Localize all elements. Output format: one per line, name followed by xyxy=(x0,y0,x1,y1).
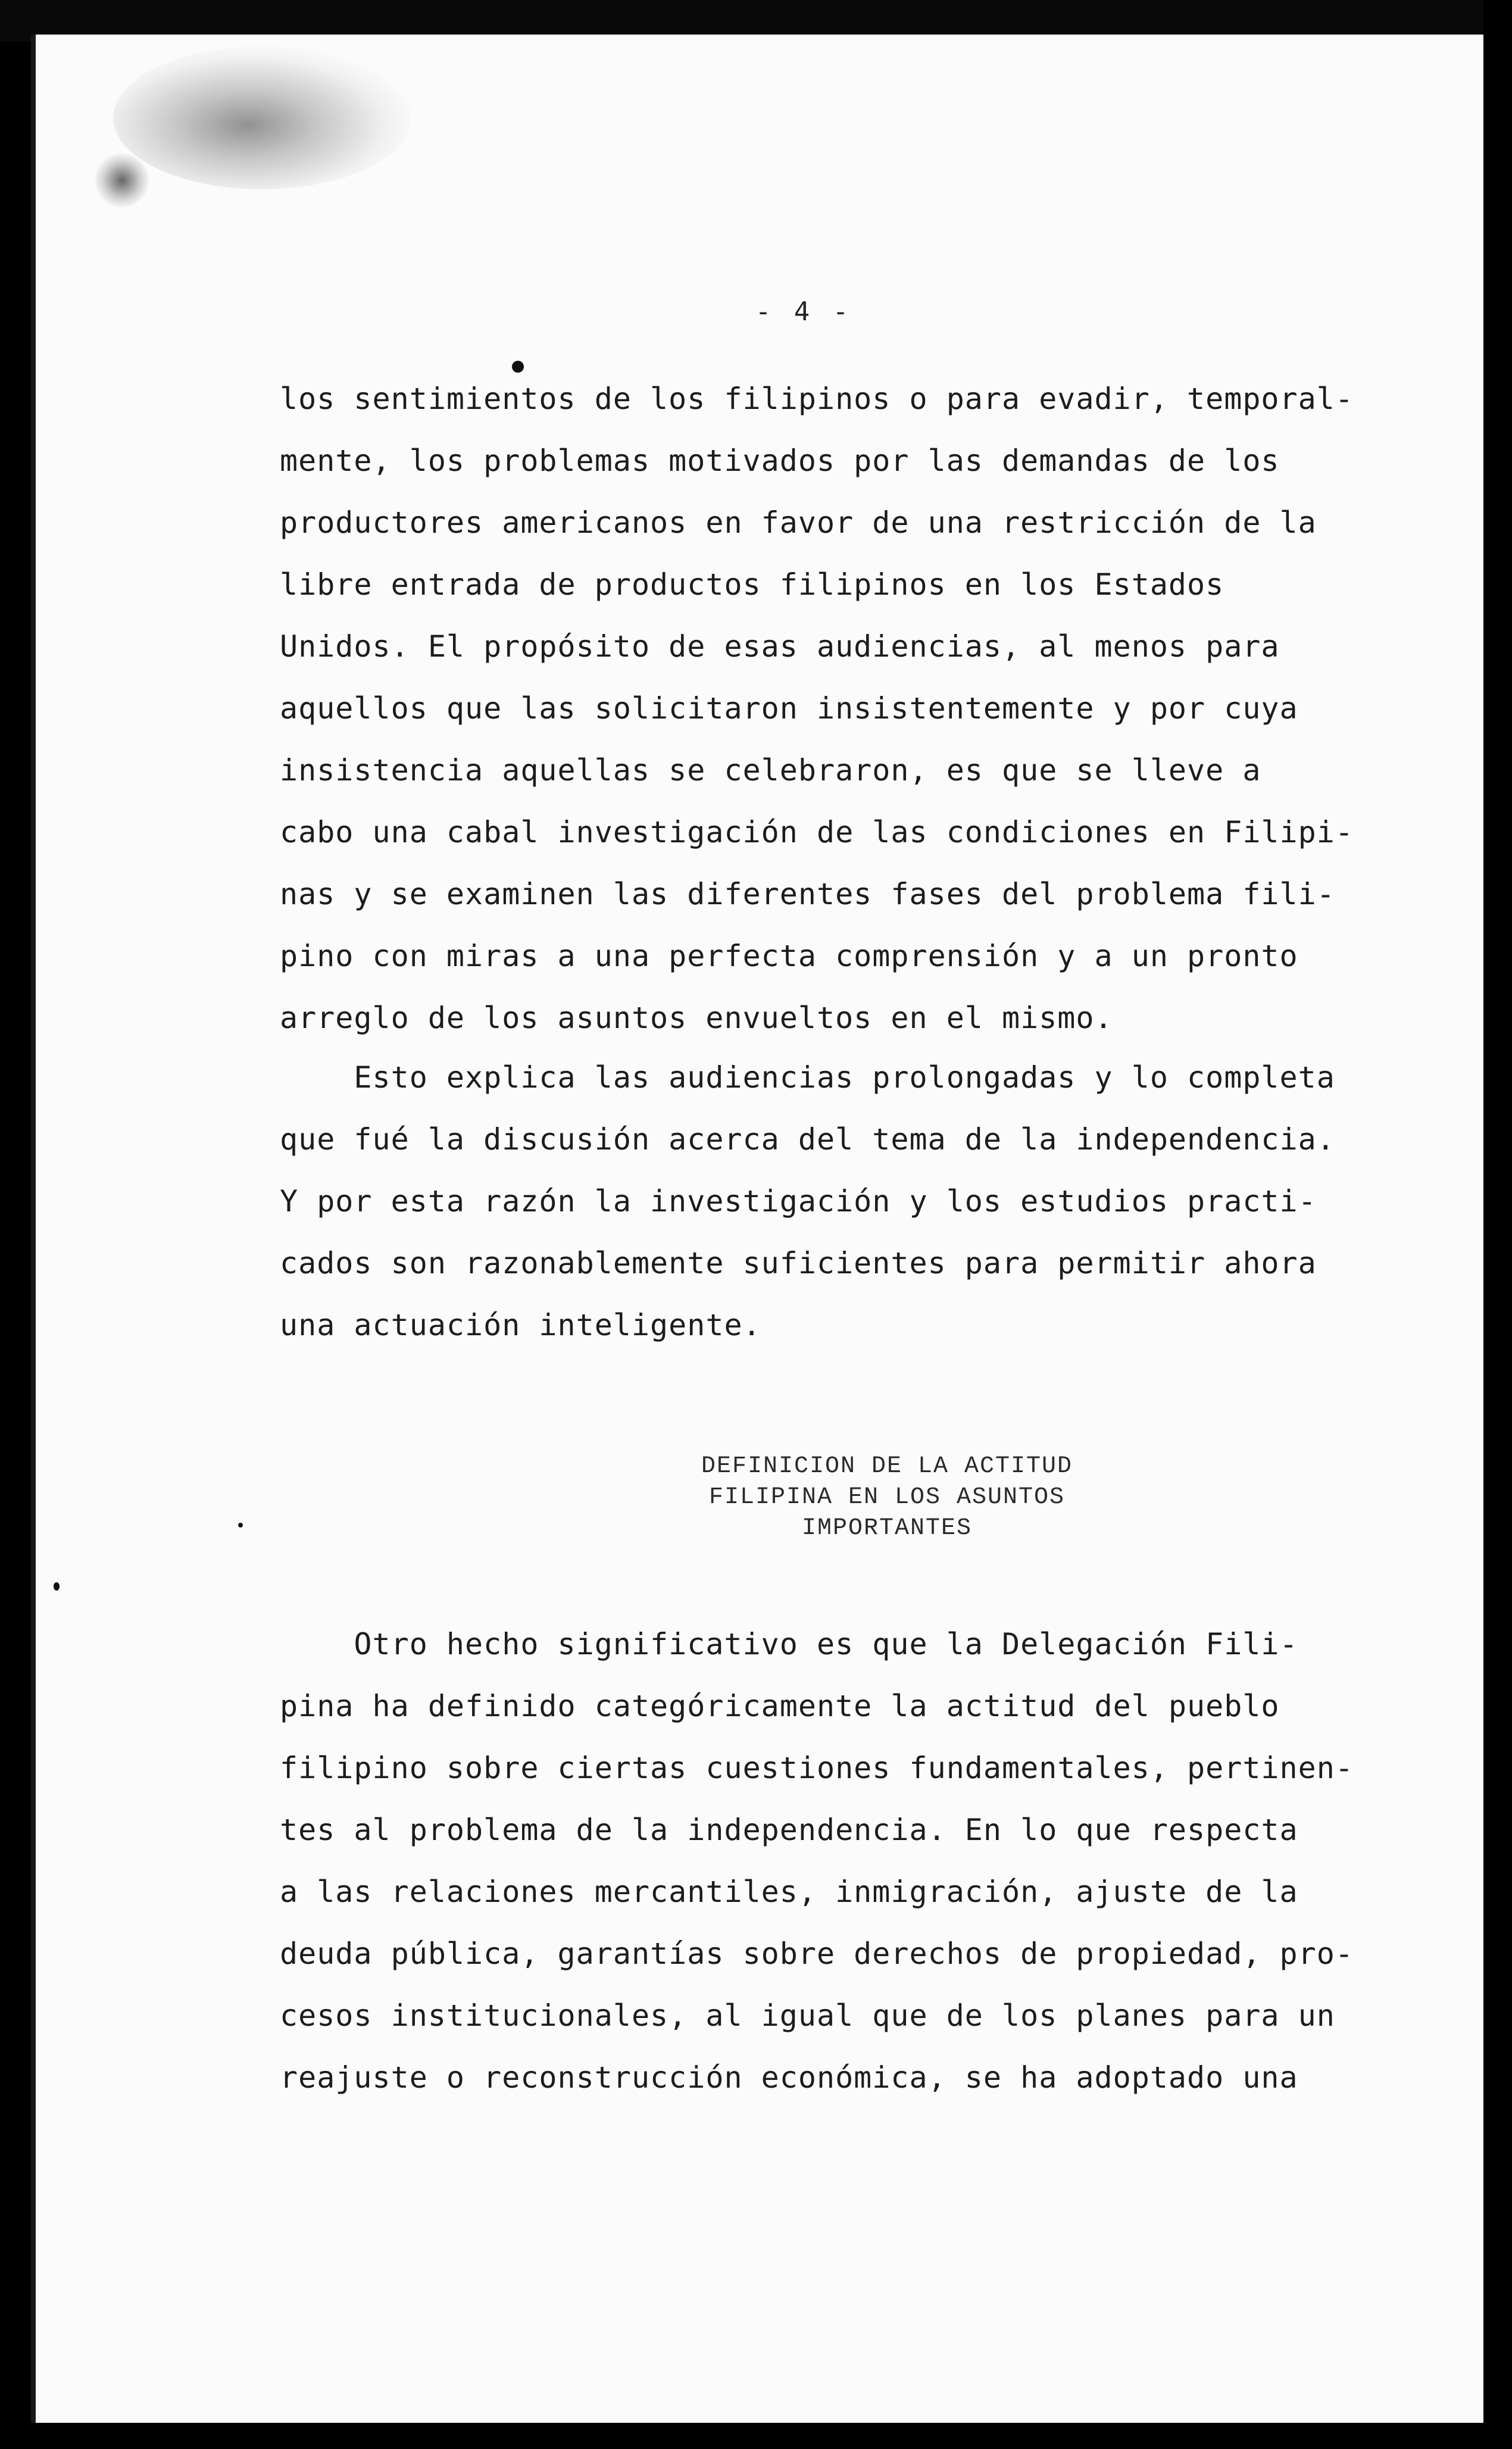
text-line: Otro hecho significativo es que la Delegación Fili- xyxy=(280,1627,1298,1661)
film-border-right xyxy=(1483,0,1512,2449)
text-line: pino con miras a una perfecta comprensión y a un pronto xyxy=(280,939,1298,973)
heading-line: DEFINICION DE LA ACTITUD xyxy=(701,1453,1073,1480)
text-line: cesos institucionales, al igual que de los planes para un xyxy=(280,1998,1335,2033)
paragraph-3 xyxy=(280,1613,1375,2108)
text-line: productores americanos en favor de una restricción de la xyxy=(280,505,1317,540)
text-line: arreglo de los asuntos envueltos en el mismo. xyxy=(280,1001,1113,1035)
film-border-bottom xyxy=(0,2423,1512,2449)
ink-dot xyxy=(54,1582,60,1591)
text-line: nas y se examinen las diferentes fases del problema fili- xyxy=(280,877,1335,911)
text-line: una actuación inteligente. xyxy=(280,1308,761,1342)
ink-blot xyxy=(95,154,149,207)
heading-line: FILIPINA EN LOS ASUNTOS xyxy=(708,1484,1066,1511)
text-line: Unidos. El propósito de esas audiencias, al menos para xyxy=(280,629,1280,664)
text-line: Esto explica las audiencias prolongadas y lo completa xyxy=(280,1060,1335,1095)
text-line: cabo una cabal investigación de las condiciones en Filipi- xyxy=(280,815,1354,849)
ink-dot xyxy=(238,1523,243,1527)
paragraph-1 xyxy=(280,368,1375,1049)
text-line: pina ha definido categóricamente la actitud del pueblo xyxy=(280,1689,1280,1723)
text-line: deuda pública, garantías sobre derechos de propiedad, pro- xyxy=(280,1936,1354,1971)
text-line: mente, los problemas motivados por las demandas de los xyxy=(280,443,1280,478)
text-line: filipino sobre ciertas cuestiones fundamentales, pertinen- xyxy=(280,1751,1354,1785)
text-line: a las relaciones mercantiles, inmigración, ajuste de la xyxy=(280,1875,1298,1909)
text-line: tes al problema de la independencia. En lo que respecta xyxy=(280,1813,1298,1847)
page-number: - 4 - xyxy=(755,296,852,327)
text-line: cados son razonablemente suficientes para permitir ahora xyxy=(280,1246,1317,1280)
document-page xyxy=(31,35,1483,2423)
text-line: reajuste o reconstrucción económica, se ha adoptado una xyxy=(280,2060,1298,2095)
ink-smudge xyxy=(113,46,411,189)
text-line: insistencia aquellas se celebraron, es que se lleve a xyxy=(280,753,1261,788)
text-line: los sentimientos de los filipinos o para evadir, temporal- xyxy=(280,382,1354,416)
text-line: Y por esta razón la investigación y los estudios practi- xyxy=(280,1184,1317,1219)
text-line: que fué la discusión acerca del tema de la independencia. xyxy=(280,1122,1335,1157)
text-line: libre entrada de productos filipinos en los Estados xyxy=(280,567,1224,602)
heading-line: IMPORTANTES xyxy=(801,1515,973,1542)
text-line: aquellos que las solicitaron insistentemente y por cuya xyxy=(280,691,1298,726)
paragraph-2 xyxy=(280,1047,1375,1356)
section-heading xyxy=(571,1451,1202,1544)
